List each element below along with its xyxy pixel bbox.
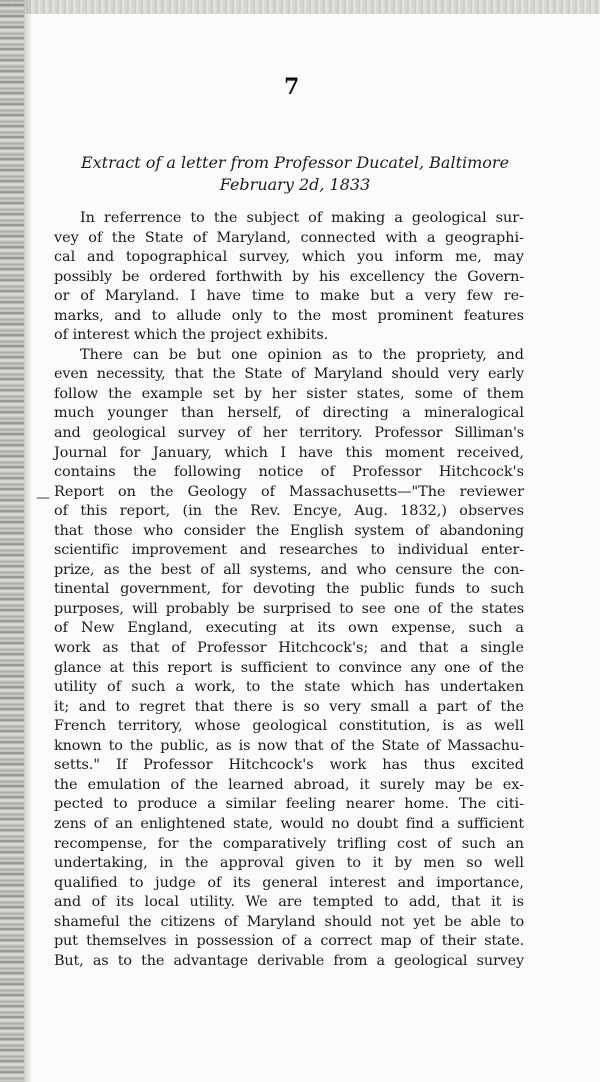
text-line: shameful the citizens of Maryland should not yet be able to xyxy=(54,913,524,930)
page-number: 7 xyxy=(284,74,300,100)
text-line: marks, and to allude only to the most prominent features xyxy=(54,307,524,324)
text-line: or of Maryland. I have time to make but a very few re- xyxy=(54,288,524,305)
page-binding-edge xyxy=(0,0,24,1082)
text-line: tinental government, for devoting the public funds to such xyxy=(54,581,524,598)
text-line: utility of such a work, to the state which has undertaken xyxy=(54,679,524,696)
text-line: recompense, for the comparatively trifling cost of such an xyxy=(54,835,524,852)
page-top-edge xyxy=(0,0,600,14)
text-line: French territory, whose geological constitution, is as well xyxy=(54,718,524,735)
text-line: the emulation of the learned abroad, it surely may be ex- xyxy=(54,776,524,793)
text-line: prize, as the best of all systems, and who censure the con- xyxy=(54,561,524,578)
text-line: purposes, will probably be surprised to see one of the states xyxy=(54,600,524,617)
text-line: scientific improvement and researches to individual enter- xyxy=(54,542,524,559)
text-line: vey of the State of Maryland, connected with a geographi- xyxy=(54,229,524,246)
text-line: In referrence to the subject of making a geological sur- xyxy=(80,210,524,226)
text-line: and of its local utility. We are tempted to add, that it is xyxy=(54,894,524,911)
letter-body xyxy=(54,209,524,971)
text-line: that those who consider the English system of abandoning xyxy=(54,522,524,539)
text-line: of New England, executing at its own expense, such a xyxy=(54,620,524,637)
text-line: possibly be ordered forthwith by his excellency the Govern- xyxy=(54,268,524,285)
text-line: even necessity, that the State of Maryland should very early xyxy=(54,366,524,383)
text-line: There can be but one opinion as to the propriety, and xyxy=(80,346,524,363)
text-line: of interest which the project exhibits. xyxy=(54,327,329,344)
heading-line: Extract of a letter from Professor Ducatel, Baltimore xyxy=(80,153,510,172)
margin-mark: — xyxy=(36,490,50,506)
text-line: work as that of Professor Hitchcock's; and that a single xyxy=(54,640,524,657)
text-line: qualified to judge of its general interest and importance, xyxy=(54,874,524,891)
text-line: Journal for January, which I have this moment received, xyxy=(54,444,524,461)
heading-line: February 2d, 1833 xyxy=(219,175,371,194)
text-line: known to the public, as is now that of the State of Massachu- xyxy=(54,737,524,754)
text-line: of this report, (in the Rev. Encye, Aug. 1832,) observes xyxy=(54,503,524,520)
letter-heading xyxy=(55,152,535,196)
text-line: cal and topographical survey, which you inform me, may xyxy=(54,249,524,266)
page-binding-shadow xyxy=(24,0,32,1082)
text-line: follow the example set by her sister states, some of them xyxy=(54,385,524,402)
text-line: put themselves in possession of a correct map of their state. xyxy=(54,933,524,950)
text-line: Report on the Geology of Massachusetts—"The reviewer xyxy=(54,483,524,500)
text-line: much younger than herself, of directing a mineralogical xyxy=(54,405,524,422)
text-line: But, as to the advantage derivable from a geological survey xyxy=(54,952,524,969)
text-line: and geological survey of her territory. Professor Silliman's xyxy=(54,425,524,442)
text-line: contains the following notice of Professor Hitchcock's xyxy=(54,464,524,481)
text-line: undertaking, in the approval given to it by men so well xyxy=(54,855,524,872)
text-line: zens of an enlightened state, would no doubt find a sufficient xyxy=(54,815,524,832)
text-line: glance at this report is sufficient to convince any one of the xyxy=(54,659,524,676)
text-line: setts." If Professor Hitchcock's work has thus excited xyxy=(54,757,524,774)
text-line: pected to produce a similar feeling nearer home. The citi- xyxy=(54,796,524,813)
text-line: it; and to regret that there is so very small a part of the xyxy=(54,698,524,715)
